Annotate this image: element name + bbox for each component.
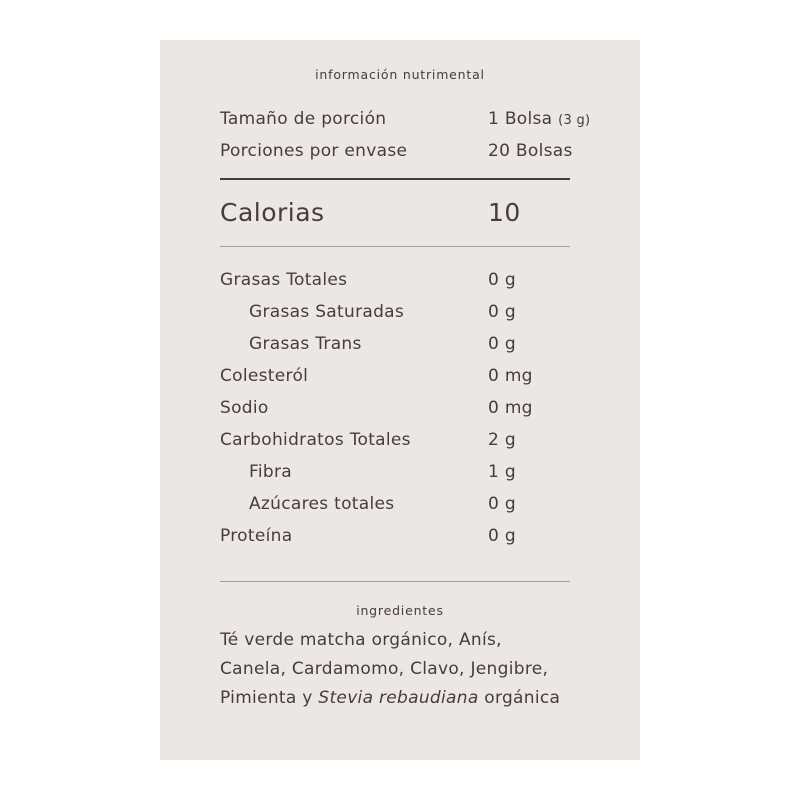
calories-divider	[220, 246, 570, 247]
nutrient-value: 0 g	[488, 302, 516, 322]
nutrition-label-panel	[160, 40, 640, 760]
nutrient-label: Grasas Trans	[249, 334, 362, 354]
nutrient-value: 0 mg	[488, 398, 533, 418]
stevia-species-name: Stevia rebaudiana	[318, 688, 479, 708]
nutrient-value: 0 g	[488, 494, 516, 514]
nutrient-label: Azúcares totales	[249, 494, 395, 514]
nutrient-value: 2 g	[488, 430, 516, 450]
calories-value: 10	[488, 198, 521, 227]
servings-per-container-label: Porciones por envase	[220, 141, 408, 161]
serving-size-count: 1 Bolsa	[488, 109, 553, 129]
serving-size-grams: (3 g)	[558, 113, 591, 128]
ingredients-line: Canela, Cardamomo, Clavo, Jengibre,	[220, 659, 549, 679]
ingredients-line	[220, 684, 600, 713]
nutrient-value: 0 g	[488, 270, 516, 290]
nutrient-value: 0 mg	[488, 366, 533, 386]
nutrient-label: Grasas Saturadas	[249, 302, 405, 322]
nutrient-label: Grasas Totales	[220, 270, 348, 290]
nutrient-label: Sodio	[220, 398, 269, 418]
calories-label: Calorias	[220, 198, 325, 227]
nutrient-value: 0 g	[488, 334, 516, 354]
nutrient-value: 1 g	[488, 462, 516, 482]
ingredients-line-suffix: orgánica	[478, 688, 561, 708]
nutrient-label: Carbohidratos Totales	[220, 430, 411, 450]
ingredients-divider	[220, 581, 570, 582]
nutrition-title: información nutrimental	[315, 67, 485, 82]
serving-size-value	[488, 109, 590, 131]
ingredients-line: Té verde matcha orgánico, Anís,	[220, 630, 502, 650]
servings-per-container-value: 20 Bolsas	[488, 141, 573, 161]
nutrient-value: 0 g	[488, 526, 516, 546]
ingredients-title: ingredientes	[356, 603, 444, 618]
nutrient-label: Colesteról	[220, 366, 309, 386]
thick-divider	[220, 178, 570, 180]
serving-size-label: Tamaño de porción	[220, 109, 387, 129]
ingredients-text	[220, 626, 600, 713]
nutrient-label: Proteína	[220, 526, 293, 546]
nutrient-label: Fibra	[249, 462, 292, 482]
ingredients-line-prefix: Pimienta y	[220, 688, 319, 708]
